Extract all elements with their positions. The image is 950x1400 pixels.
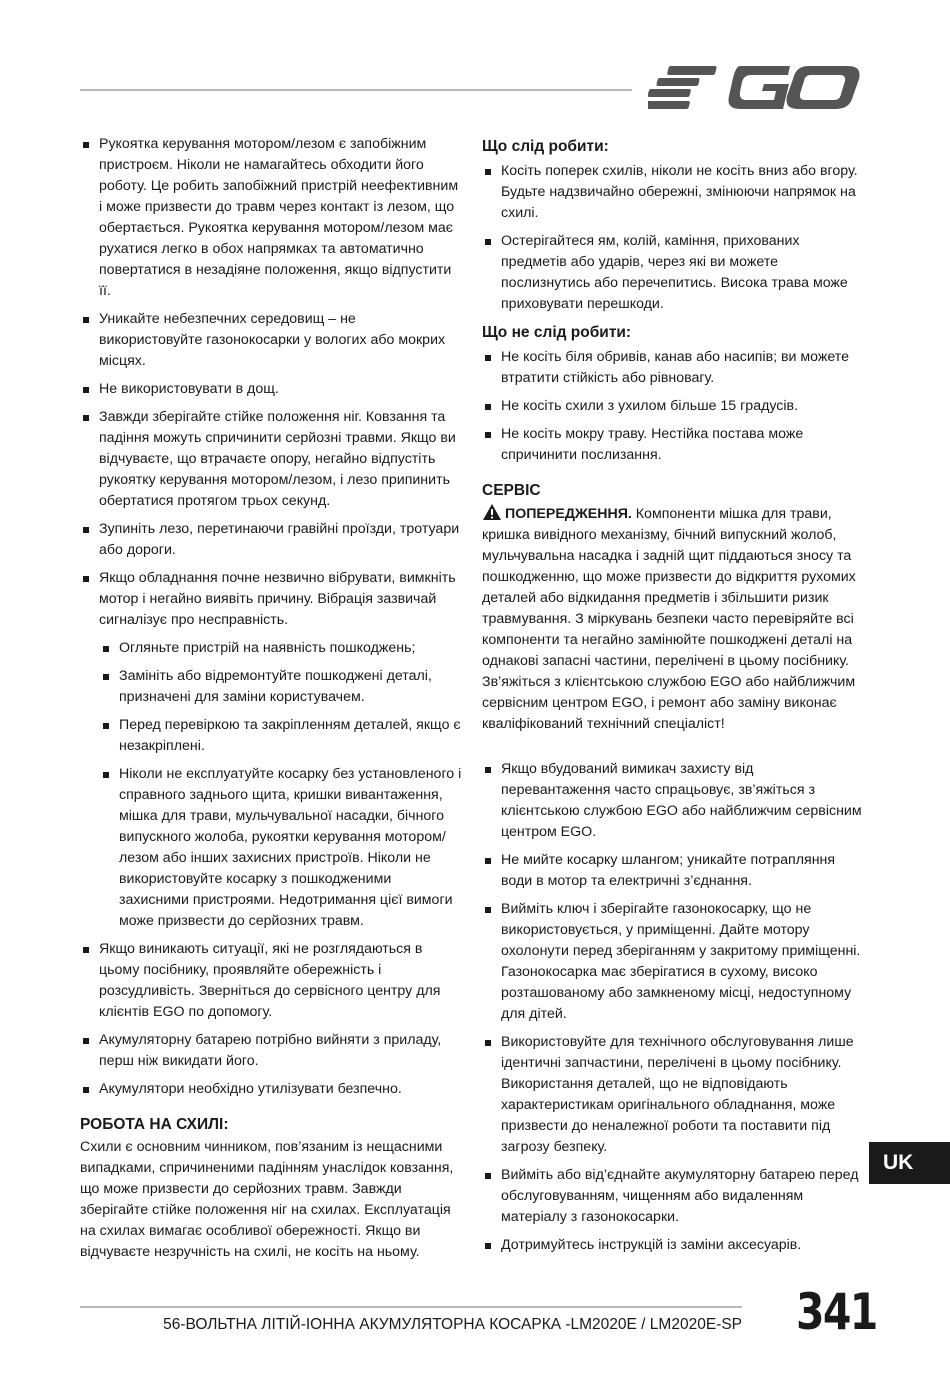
list-item: Не косіть схили з ухилом більше 15 градусів. xyxy=(482,396,862,417)
list-item: Зупиніть лезо, перетинаючи гравійні проїзди, тротуари або дороги. xyxy=(80,519,462,561)
language-tab: UK xyxy=(869,1142,950,1184)
list-item: Не мийте косарку шлангом; уникайте потрапляння води в мотор та електричні з’єднання. xyxy=(482,850,862,892)
slope-heading: РОБОТА НА СХИЛІ: xyxy=(80,1116,229,1133)
list-item: Вийміть або від’єднайте акумуляторну батарею перед обслуговуванням, чищенням або видаленням матеріалу з газонокосарки. xyxy=(482,1165,862,1228)
left-column xyxy=(80,134,462,1263)
list-item: Не косіть мокру траву. Нестійка постава може спричинити послизання. xyxy=(482,424,862,466)
list-item: Акумулятори необхідно утилізувати безпечно. xyxy=(80,1079,462,1100)
dont-heading: Що не слід робити: xyxy=(482,324,632,341)
sub-list-item: Замініть або відремонтуйте пошкоджені деталі, призначені для заміни користувачем. xyxy=(100,666,462,708)
list-item: Косіть поперек схилів, ніколи не косіть вниз або вгору. Будьте надзвичайно обережні, змінюючи напрямок на схилі. xyxy=(482,161,862,224)
do-heading: Що слід робити: xyxy=(482,138,609,155)
list-item: Якщо вбудований вимикач захисту від перевантаження часто спрацьовує, зв’яжіться з клієнтською службою EGO або найближчим сервісним центром EGO. xyxy=(482,759,862,843)
sub-list-item: Перед перевіркою та закріпленням деталей, якщо є незакріплені. xyxy=(100,715,462,757)
ego-logo xyxy=(648,62,863,118)
list-item: Уникайте небезпечних середовищ – не використовуйте газонокосарки у вологих або мокрих місцях. xyxy=(80,309,462,372)
list-item: Якщо обладнання почне незвично вібрувати, вимкніть мотор і негайно виявіть причину. Вібрація зазвичай сигналізує про несправність. xyxy=(80,568,462,631)
list-item: Вийміть ключ і зберігайте газонокосарку, що не використовується, у приміщенні. Дайте мотору охолонути перед зберіганням у закритому приміщенні. Газонокосарка має зберігатися в сухому, високо розташованому або замкненому місці, недоступному для дітей. xyxy=(482,899,862,1025)
list-item: Рукоятка керування мотором/лезом є запобіжним пристроєм. Ніколи не намагайтесь обходити його роботу. Це робить запобіжний пристрій неефективним і може призвести до травм через контакт із лезом, що обертається. Рукоятка керування мотором/лезом має рухатися легко в обох напрямках та автоматично повертатися в незадіяне положення, якщо відпустити її. xyxy=(80,134,462,302)
list-item: Не використовувати в дощ. xyxy=(80,379,462,400)
sub-list-item: Ніколи не експлуатуйте косарку без установленого і справного заднього щита, кришки вивантаження, мішка для трави, мульчувальної насадки, бічного випускного жолоба, рукоятки керування мотором/лезом або інших захисних пристроїв. Ніколи не використовуйте косарку з пошкодженими захисними пристроями. Недотримання цієї вимоги може призвести до серйозних травм. xyxy=(100,764,462,932)
page-number: 341 xyxy=(796,1283,877,1341)
warning-text: Компоненти мішка для трави, кришка вивідного механізму, бічний випускний жолоб, мульчувальна насадка і задній щит піддаються зносу та пошкодженню, що може призвести до відкриття рухомих деталей або відкидання предметів і збільшити ризик травмування. З міркувань безпеки часто перевіряйте всі компоненти та негайно замінюйте пошкоджені деталі на однакові запасні частини, перелічені в цьому посібнику. Зв’яжіться з клієнтською службою EGO або найближчим сервісним центром EGO, і ремонт або заміну виконає кваліфікований технічний спеціаліст! xyxy=(482,506,856,732)
warning-paragraph xyxy=(482,503,862,735)
list-item: Акумуляторну батарею потрібно вийняти з приладу, перш ніж викидати його. xyxy=(80,1030,462,1072)
slope-paragraph: Схили є основним чинником, пов’язаним із нещасними випадками, спричиненими падінням унаслідок ковзання, що може призвести до серйозних травм. Завжди зберігайте стійке положення ніг на схилах. Експлуатація на схилах вимагає особливої обережності. Якщо ви відчуваєте незручність на схилі, не косіть на ньому. xyxy=(80,1139,454,1260)
list-item: Використовуйте для технічного обслуговування лише ідентичні запчастини, перелічені в цьому посібнику. Використання деталей, що не відповідають характеристикам оригінального обладнання, може призвести до неналежної роботи та поставити під загрозу безпеку. xyxy=(482,1032,862,1158)
list-item: Дотримуйтесь інструкцій із заміни аксесуарів. xyxy=(482,1235,862,1256)
footer-rule xyxy=(80,1306,742,1308)
header-rule xyxy=(80,89,632,91)
warning-icon xyxy=(482,503,502,521)
footer-title: 56-ВОЛЬТНА ЛІТІЙ-ІОННА АКУМУЛЯТОРНА КОСАРКА -LM2020E / LM2020E-SP xyxy=(163,1316,742,1333)
right-column xyxy=(482,134,862,1263)
list-item: Завжди зберігайте стійке положення ніг. Ковзання та падіння можуть спричинити серйозні травми. Якщо ви відчуваєте, що втрачаєте опору, негайно відпустіть рукоятку керування мотором/лезом, і лезо припинить обертатися протягом трьох секунд. xyxy=(80,407,462,512)
list-item: Не косіть біля обривів, канав або насипів; ви можете втратити стійкість або рівновагу. xyxy=(482,347,862,389)
list-item: Якщо виникають ситуації, які не розглядаються в цьому посібнику, проявляйте обережність і розсудливість. Зверніться до сервісного центру для клієнтів EGO по допомогу. xyxy=(80,939,462,1023)
warning-label: ПОПЕРЕДЖЕННЯ. xyxy=(505,506,632,522)
sub-list-item: Огляньте пристрій на наявність пошкоджень; xyxy=(100,638,462,659)
service-heading: СЕРВІС xyxy=(482,482,541,499)
list-item: Остерігайтеся ям, колій, каміння, прихованих предметів або ударів, через які ви можете послизнутись або перечепитись. Висока трава може приховувати перешкоди. xyxy=(482,231,862,315)
